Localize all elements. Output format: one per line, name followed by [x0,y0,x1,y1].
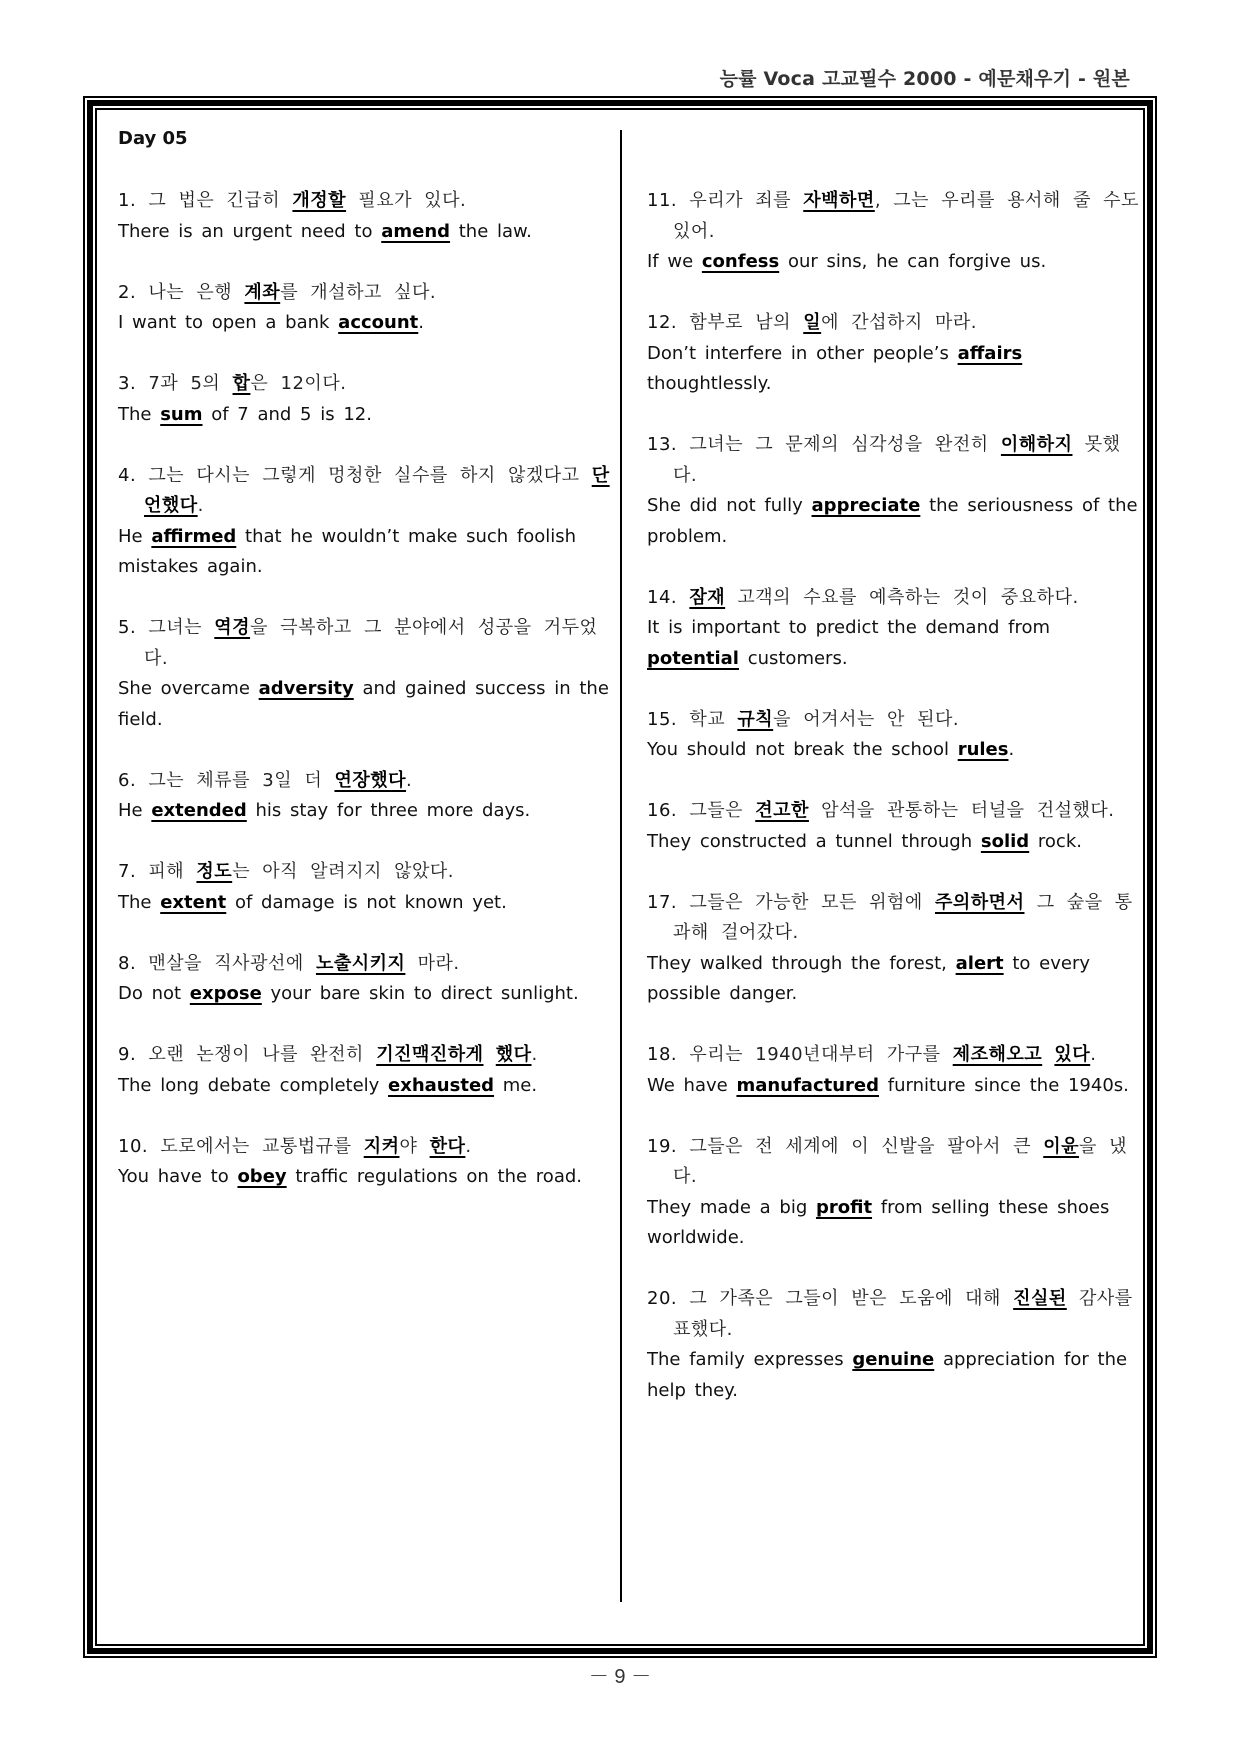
english-sentence [647,613,1139,674]
sentence-text: 피해 [148,861,197,882]
example-item [118,857,610,918]
keyword: 있다 [1054,1044,1091,1065]
example-item [118,613,610,735]
sentence-text: There is an urgent need to [118,220,382,242]
keyword: 주의하면서 [935,891,1025,913]
english-sentence [118,674,610,735]
sentence-text: . [1008,739,1015,760]
sentence-text: , 그는 우리를 용서해 줄 수도 있어. [673,190,1139,242]
example-item [647,583,1139,675]
keyword: affirmed [151,525,237,547]
keyword: 개정할 [292,190,347,211]
sentence-text: 을 냈다. [673,1135,1128,1187]
keyword: 한다 [429,1135,466,1157]
sentence-text: Don’t interfere in other people’s [647,342,958,364]
keyword: confess [701,251,780,272]
keyword: rules [957,739,1009,760]
item-number: 11. [647,190,690,211]
item-number: 8. [118,952,149,974]
item-number: 18. [647,1044,690,1065]
keyword: 진실된 [1013,1288,1067,1309]
english-sentence [118,888,610,919]
item-number: 6. [118,769,149,791]
item-number: 15. [647,708,690,730]
korean-sentence [118,278,610,309]
sentence-text: 는 아직 알려지지 않았다. [232,861,454,882]
sentence-text: . [418,312,424,333]
keyword: 연장했다 [334,769,407,791]
korean-sentence [118,766,610,797]
item-number: 2. [118,281,149,303]
sentence-text: I want to open a bank [118,312,339,333]
korean-sentence [647,308,1139,339]
sentence-text: 그 가족은 그들이 받은 도움에 대해 [689,1288,1014,1309]
english-sentence [118,1162,610,1193]
korean-sentence [647,430,1139,491]
example-item [647,186,1139,278]
sentence-text [1042,1044,1054,1065]
keyword: 정도 [196,861,233,882]
sentence-text: 맨살을 직사광선에 [148,952,316,974]
keyword: manufactured [736,1074,880,1096]
korean-sentence [647,888,1139,949]
keyword: genuine [852,1349,935,1370]
sentence-text: 우리가 죄를 [689,190,804,211]
keyword: 제조해오고 [952,1044,1043,1065]
english-sentence [118,979,610,1010]
sentence-text: 고객의 수요를 예측하는 것이 중요하다. [725,586,1079,608]
english-sentence [118,522,610,583]
korean-sentence [118,857,610,888]
sentence-text: 그녀는 그 문제의 심각성을 완전히 [689,434,1001,455]
keyword: obey [237,1166,287,1187]
english-sentence [118,1071,610,1102]
example-item [118,1132,610,1193]
keyword: 합 [232,373,251,394]
english-sentence [118,217,610,248]
example-item [118,278,610,339]
keyword: solid [980,830,1030,852]
sentence-text: to every possible danger. [647,952,1091,1004]
keyword: extent [160,891,227,913]
sentence-text: 그들은 전 세계에 이 신발을 팔아서 큰 [689,1135,1044,1157]
korean-sentence [647,583,1139,614]
item-number: 12. [647,312,690,333]
sentence-text: The long debate completely [118,1074,389,1096]
sentence-text: our sins, he can forgive us. [779,251,1047,272]
sentence-text: furniture since the 1940s. [879,1074,1129,1096]
example-item [118,186,610,247]
sentence-text: It is important to predict the demand from [647,617,1051,638]
example-item [647,1132,1139,1254]
english-sentence [647,339,1139,400]
item-number: 20. [647,1288,690,1309]
sentence-text: of damage is not known yet. [226,891,507,913]
keyword: 자백하면 [803,190,875,211]
korean-sentence [647,186,1139,247]
sentence-text: 마라. [405,952,460,974]
keyword: expose [189,983,262,1004]
sentence-text: 을 극복하고 그 분야에서 성공을 거두었다. [144,617,598,669]
sentence-text: 필요가 있다. [346,190,467,211]
sentence-text: 그는 체류를 3일 더 [148,769,335,791]
keyword: 노출시키지 [315,952,406,974]
sentence-text: She did not fully [647,495,812,516]
sentence-text: We have [647,1074,737,1096]
keyword: potential [647,647,739,669]
sentence-text: . [465,1135,472,1157]
sentence-text: 함부로 남의 [689,312,804,333]
sentence-text: 은 12이다. [250,373,347,394]
sentence-text: They walked through the forest, [647,952,956,974]
sentence-text: He [118,800,152,821]
sentence-text: 그들은 가능한 모든 위험에 [689,891,936,913]
english-sentence [647,735,1139,766]
keyword: 이윤 [1043,1135,1080,1157]
item-number: 7. [118,861,149,882]
english-sentence [647,1345,1139,1406]
keyword: 했다 [495,1044,532,1065]
keyword: extended [151,800,247,821]
sentence-text: your bare skin to direct sunlight. [261,983,579,1004]
sentence-text: 암석을 관통하는 터널을 건설했다. [808,800,1115,821]
english-sentence [647,949,1139,1010]
korean-sentence [118,949,610,980]
item-number: 1. [118,190,149,211]
item-number: 14. [647,586,690,608]
item-number: 9. [118,1044,149,1065]
sentence-text: 그 숲을 통과해 걸어갔다. [673,891,1133,943]
sentence-text: customers. [738,647,848,669]
example-item [647,796,1139,857]
sentence-text: 오랜 논쟁이 나를 완전히 [148,1044,377,1065]
left-column [118,186,610,1223]
korean-sentence [647,1132,1139,1193]
sentence-text: 학교 [689,708,738,730]
sentence-text: You have to [118,1166,238,1187]
example-item [647,1040,1139,1101]
korean-sentence [118,1132,610,1163]
sentence-text: me. [494,1074,538,1096]
example-item [647,430,1139,552]
example-item [118,766,610,827]
korean-sentence [118,1040,610,1071]
keyword: 견고한 [755,800,809,821]
sentence-text: the law. [450,220,532,242]
sentence-text: 를 개설하고 싶다. [280,281,437,303]
sentence-text: 을 어겨서는 안 된다. [773,708,960,730]
sentence-text: They made a big [647,1196,816,1218]
item-number: 5. [118,617,149,638]
english-sentence [647,1071,1139,1102]
item-number: 17. [647,891,690,913]
sentence-text: Do not [118,983,190,1004]
keyword: profit [815,1196,873,1218]
sentence-text: She overcame [118,678,259,699]
page-number: － 9 － [588,1666,652,1688]
item-number: 13. [647,434,690,455]
example-item [647,1284,1139,1406]
keyword: 기진맥진하게 [376,1044,484,1065]
sentence-text: 7과 5의 [148,373,233,394]
item-number: 19. [647,1135,690,1157]
sentence-text: thoughtlessly. [647,373,772,394]
sentence-text: his stay for three more days. [246,800,531,821]
sentence-text: You should not break the school [647,739,958,760]
running-header: 능률 Voca 고교필수 2000 - 예문채우기 - 원본 [719,68,1130,90]
english-sentence [647,1193,1139,1254]
right-column [647,186,1139,1437]
sentence-text: . [1090,1044,1097,1065]
sentence-text: The [118,403,161,425]
english-sentence [118,308,610,339]
item-number: 4. [118,464,149,486]
english-sentence [647,247,1139,278]
sentence-text: 에 간섭하지 마라. [821,312,978,333]
sentence-text: . [531,1044,538,1065]
keyword: 일 [803,312,822,333]
keyword: 잠재 [689,586,726,608]
korean-sentence [118,461,610,522]
sentence-text: and gained success in the field. [118,678,609,730]
keyword: affairs [957,342,1023,364]
keyword: account [338,312,419,333]
korean-sentence [118,186,610,217]
keyword: 단언했다 [144,464,610,516]
keyword: 역경 [214,617,251,638]
sentence-text: He [118,525,152,547]
sentence-text [484,1044,496,1065]
item-number: 16. [647,800,690,821]
example-item [118,1040,610,1101]
sentence-text: . [197,495,204,516]
sentence-text: from selling these shoes worldwide. [647,1196,1110,1248]
sentence-text: If we [647,251,702,272]
sentence-text: 못했다. [673,434,1121,486]
english-sentence [647,491,1139,552]
item-number: 3. [118,373,149,394]
example-item [647,888,1139,1010]
korean-sentence [647,796,1139,827]
sentence-text: appreciation for the help they. [647,1349,1128,1401]
sentence-text: 나는 은행 [148,281,245,303]
keyword: sum [160,403,203,425]
sentence-text: The family expresses [647,1349,853,1370]
sentence-text: 우리는 1940년대부터 가구를 [689,1044,953,1065]
keyword: appreciate [811,495,921,516]
keyword: 지켜 [363,1135,400,1157]
sentence-text: 그는 다시는 그렇게 멍청한 실수를 하지 않겠다고 [148,464,592,486]
sentence-text: 야 [399,1135,430,1157]
sentence-text: The [118,891,161,913]
keyword: adversity [258,678,354,699]
keyword: amend [381,220,451,242]
english-sentence [647,827,1139,858]
sentence-text: . [406,769,413,791]
column-divider [620,130,622,1602]
sentence-text: 그들은 [689,800,756,821]
sentence-text: 그 법은 긴급히 [148,190,293,211]
sentence-text: 감사를 표했다. [673,1288,1133,1340]
sentence-text: 그녀는 [148,617,215,638]
sentence-text: of 7 and 5 is 12. [202,403,372,425]
korean-sentence [647,1284,1139,1345]
english-sentence [118,400,610,431]
day-title: Day 05 [118,128,188,149]
keyword: alert [955,952,1004,974]
english-sentence [118,796,610,827]
korean-sentence [647,705,1139,736]
example-item [647,705,1139,766]
korean-sentence [647,1040,1139,1071]
sentence-text: 도로에서는 교통법규를 [160,1135,364,1157]
example-item [118,949,610,1010]
sentence-text: that he wouldn’t make such foolish mistakes again. [118,525,577,577]
example-item [118,369,610,430]
item-number: 10. [118,1135,161,1157]
korean-sentence [118,613,610,674]
keyword: 이해하지 [1000,434,1073,455]
example-item [118,461,610,583]
keyword: exhausted [388,1074,495,1096]
sentence-text: rock. [1029,830,1082,852]
sentence-text: traffic regulations on the road. [286,1166,582,1187]
korean-sentence [118,369,610,400]
example-item [647,308,1139,400]
sentence-text: the seriousness of the problem. [647,495,1138,547]
keyword: 계좌 [244,281,281,303]
keyword: 규칙 [737,708,774,730]
sentence-text: They constructed a tunnel through [647,830,981,852]
